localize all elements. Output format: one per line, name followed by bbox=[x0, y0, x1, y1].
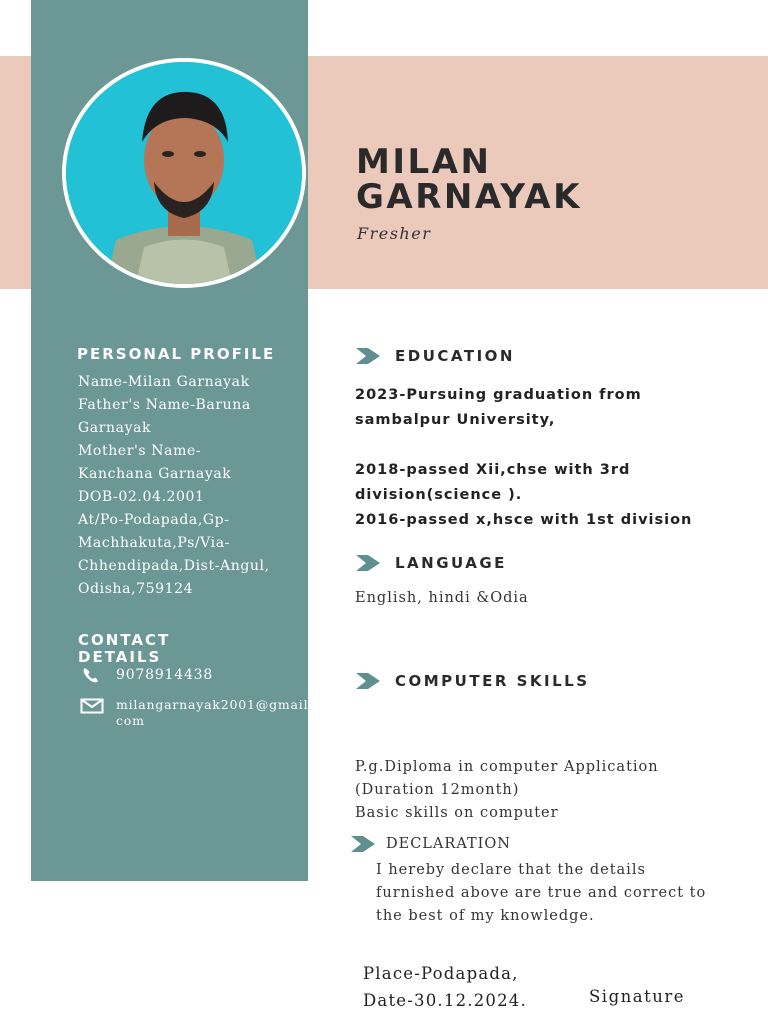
contact-phone-row bbox=[80, 666, 213, 684]
language-text: English, hindi &Odia bbox=[355, 590, 529, 606]
signature-label: Signature bbox=[589, 987, 686, 1006]
computer-skills-heading: COMPUTER SKILLS bbox=[355, 671, 590, 691]
declaration-heading: DECLARATION bbox=[350, 834, 511, 854]
place-date-block bbox=[363, 960, 527, 1014]
chevron-arrow-icon bbox=[355, 553, 381, 573]
contact-email-row bbox=[80, 697, 313, 729]
education-heading: EDUCATION bbox=[355, 346, 515, 366]
language-heading: LANGUAGE bbox=[355, 553, 507, 573]
candidate-name: MILAN GARNAYAK bbox=[356, 142, 582, 217]
chevron-arrow-icon bbox=[350, 834, 376, 854]
personal-profile-text: Name-Milan Garnayak Father's Name-Baruna Garnayak Mother's Name- Kanchana Garnayak DOB-02.04.2001 At/Po-Podapada,Gp- Machhakuta,Ps/Via- Chhendipada,Dist-Angul, Odisha,759124 bbox=[78, 374, 270, 597]
contact-details-heading: CONTACT DETAILS bbox=[78, 631, 171, 666]
declaration-text: I hereby declare that the details furnished above are true and correct to the best of my knowledge. bbox=[376, 862, 707, 924]
phone-icon bbox=[80, 666, 106, 684]
personal-profile-heading: PERSONAL PROFILE bbox=[77, 345, 276, 363]
email-address[interactable]: milangarnayak2001@gmail. com bbox=[116, 697, 314, 728]
phone-number: 9078914438 bbox=[116, 667, 214, 683]
chevron-arrow-icon bbox=[355, 671, 381, 691]
chevron-arrow-icon bbox=[355, 346, 381, 366]
education-text: 2023-Pursuing graduation from sambalpur University, 2018-passed Xii,chse with 3rd division(science ). 2016-passed x,hsce with 1st division bbox=[355, 387, 693, 528]
candidate-role: Fresher bbox=[357, 224, 432, 243]
envelope-icon bbox=[80, 697, 106, 715]
profile-photo bbox=[62, 58, 306, 288]
place-text: Place-Podapada, bbox=[363, 964, 519, 983]
date-text: Date-30.12.2024. bbox=[363, 991, 527, 1010]
computer-skills-text: P.g.Diploma in computer Application (Duration 12month) Basic skills on computer bbox=[355, 759, 659, 821]
